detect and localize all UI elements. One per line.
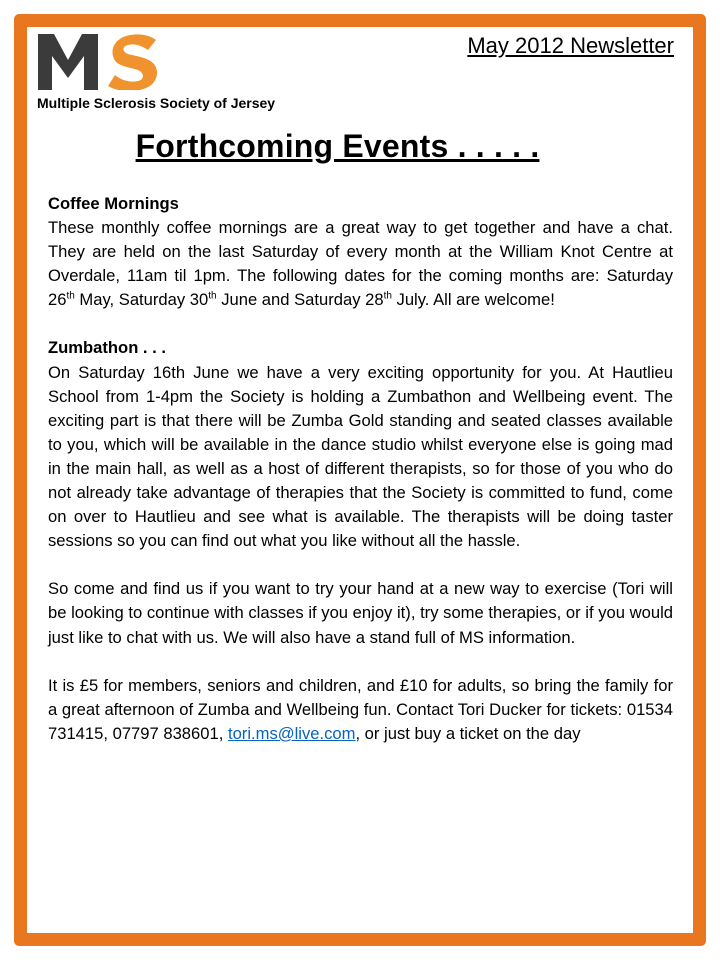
society-name: Multiple Sclerosis Society of Jersey [37, 95, 276, 111]
spacer [48, 553, 673, 577]
zumbathon-heading: Zumbathon . . . [48, 338, 166, 358]
ordinal-suffix: th [208, 290, 217, 302]
ms-logo [38, 34, 162, 90]
coffee-text-part: July. All are welcome! [391, 290, 555, 310]
coffee-mornings-heading: Coffee Mornings [48, 194, 179, 213]
spacer [48, 650, 673, 674]
zumbathon-paragraph-2: So come and find us if you want to try your hand at a new way to exercise (Tori will be looking to continue with classes if you enjoy it), try some therapies, or if you would just like to chat with us. We will also have a stand full of MS information. [48, 579, 673, 647]
coffee-mornings-text [48, 216, 673, 312]
ordinal-suffix: th [383, 290, 392, 302]
logo-letter-s [108, 34, 157, 90]
ordinal-suffix: th [66, 290, 75, 302]
pricing-text-end: , or just buy a ticket on the day [355, 723, 581, 743]
email-link[interactable]: tori.ms@live.com [227, 723, 356, 743]
zumbathon-paragraph-1: On Saturday 16th June we have a very exciting opportunity for you. At Hautlieu School from 1-4pm the Society is holding a Zumbathon and Wellbeing event. The exciting part is that there will be Zumba Gold standing and seated classes available to you, which will be available in the dance studio whilst everyone else is going mad in the main hall, as well as a host of different therapists, so for those of you who do not already take advantage of therapies that the Society is committed to fund, come on over to Hautlieu and see what is available. The therapists will be doing taster sessions so you can find out what you like without all the hassle. [48, 362, 673, 551]
spacer [48, 312, 673, 336]
pricing-text: It is £5 for members, seniors and children, and £10 for adults, so bring the family for a great afternoon of Zumba and Wellbeing fun. Contact Tori Ducker for tickets: 01534 731415, 07797 838601, [48, 675, 673, 743]
logo-letter-m [38, 34, 98, 90]
page-title: Forthcoming Events . . . . . [135, 128, 540, 164]
coffee-text-part: May, Saturday 30 [74, 290, 209, 310]
newsletter-title: May 2012 Newsletter [467, 33, 674, 58]
coffee-text-part: These monthly coffee mornings are a great way to get together and have a chat. They are held on the last Saturday of every month at the William Knot Centre at Overdale, 11am til 1pm. The following dates for the coming months are: Saturday 26 [48, 218, 673, 310]
coffee-text-part: June and Saturday 28 [216, 290, 384, 310]
newsletter-body [48, 192, 673, 746]
zumbathon-paragraph-3 [48, 674, 673, 746]
